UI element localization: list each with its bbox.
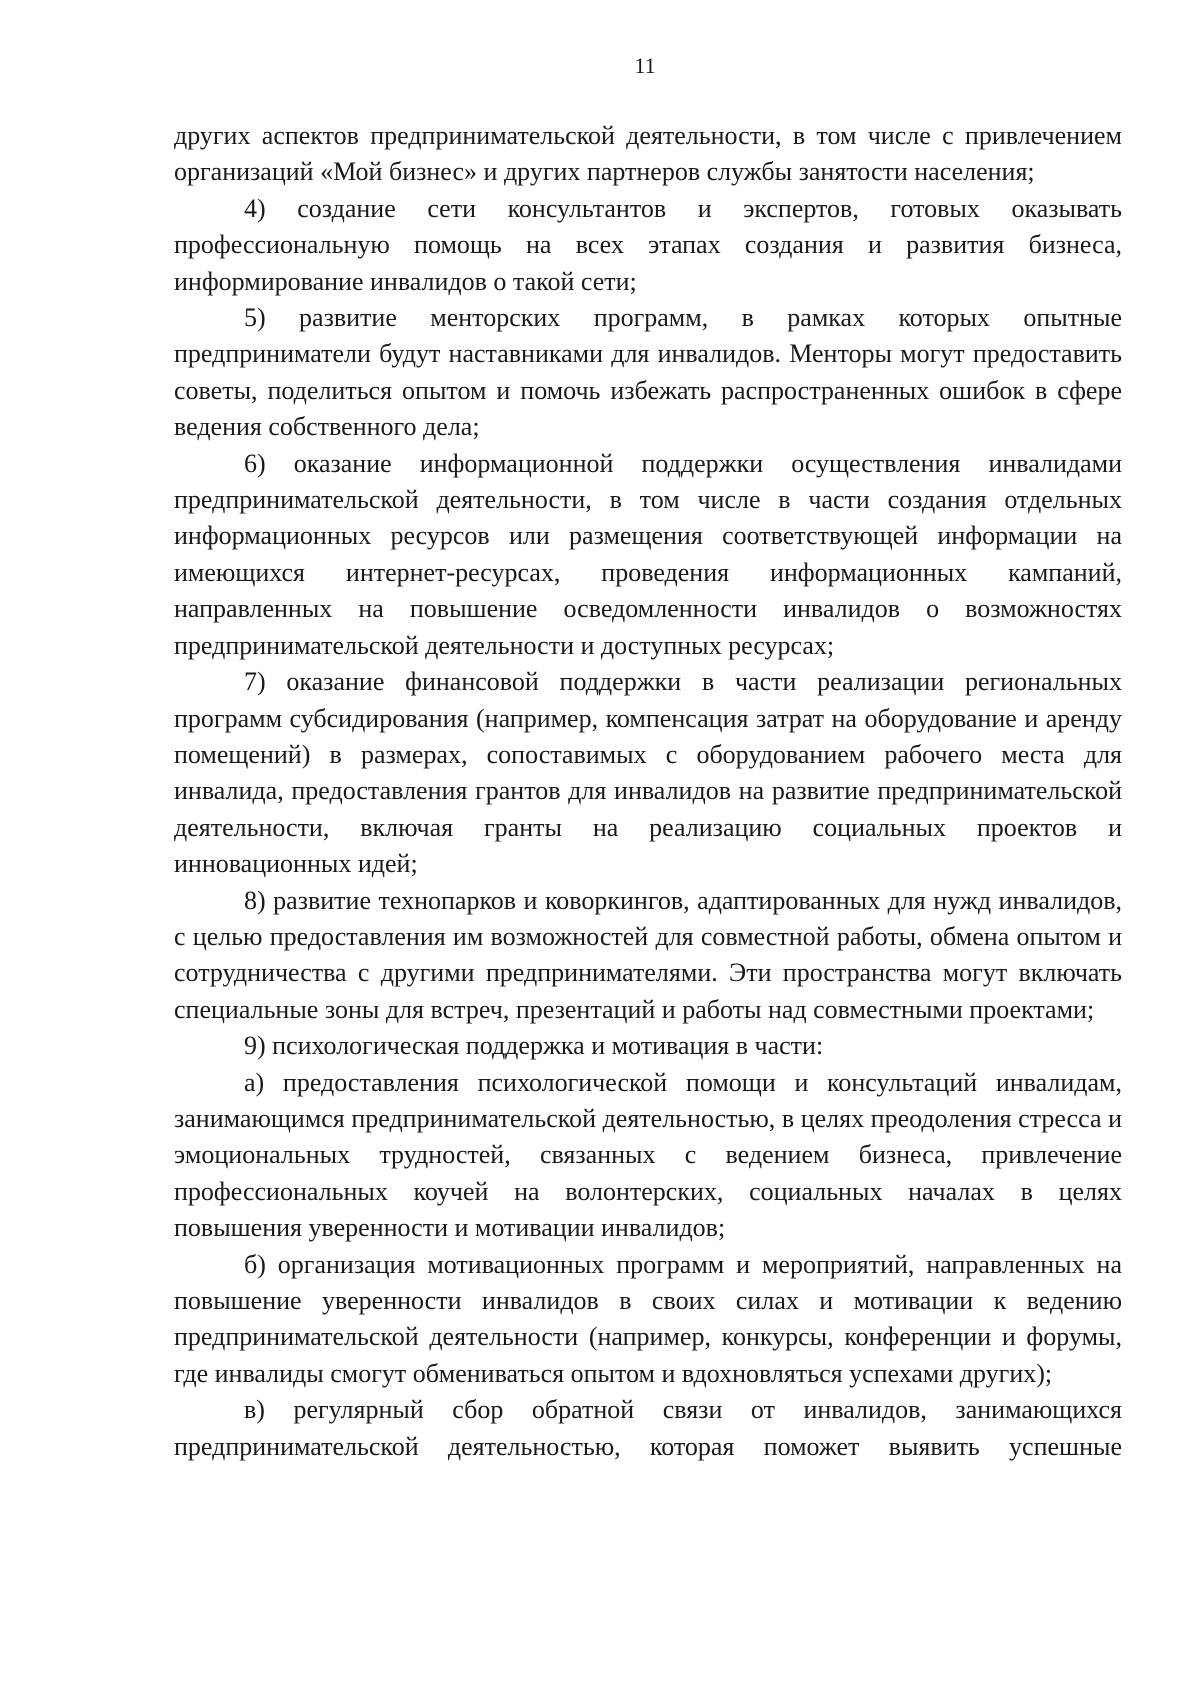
document-body [174, 118, 1122, 1465]
paragraph-item-5: 5) развитие менторских программ, в рамках которых опытные предприниматели будут наставниками для инвалидов. Менторы могут предоставить советы, поделиться опытом и помочь избежать распространенных ошибок в сфере ведения собственного дела; [174, 303, 1122, 442]
paragraph-continued: других аспектов предпринимательской деятельности, в том числе с привлечением организаций «Мой бизнес» и других партнеров службы занятости населения; [174, 121, 1122, 187]
paragraph-item-6: 6) оказание информационной поддержки осуществления инвалидами предпринимательской деятельности, в том числе в части создания отдельных информационных ресурсов или размещения соответствующей информации на имеющихся интернет-ресурсах, проведения информационных кампаний, направленных на повышение осведомленности инвалидов о возможностях предпринимательской деятельности и доступных ресурсах; [174, 448, 1122, 660]
paragraph-item-8: 8) развитие технопарков и коворкингов, адаптированных для нужд инвалидов, с целью предоставления им возможностей для совместной работы, обмена опытом и сотрудничества с другими предпринимателями. Эти пространства могут включать специальные зоны для встреч, презентаций и работы над совместными проектами; [174, 885, 1122, 1024]
page-number: 11 [634, 53, 656, 78]
paragraph-subitem-a: а) предоставления психологической помощи и консультаций инвалидам, занимающимся предпринимательской деятельностью, в целях преодоления стресса и эмоциональных трудностей, связанных с ведением бизнеса, привлечение профессиональных коучей на волонтерских, социальных началах в целях повышения уверенности и мотивации инвалидов; [174, 1067, 1122, 1243]
paragraph-subitem-v: в) регулярный сбор обратной связи от инвалидов, занимающихся предпринимательской деятельностью, которая поможет выявить успешные [174, 1395, 1122, 1461]
paragraph-item-9: 9) психологическая поддержка и мотивация в части: [244, 1031, 824, 1061]
paragraph-item-4: 4) создание сети консультантов и экспертов, готовых оказывать профессиональную помощь на всех этапах создания и развития бизнеса, информирование инвалидов о такой сети; [174, 193, 1122, 296]
paragraph-subitem-b: б) организация мотивационных программ и мероприятий, направленных на повышение уверенности инвалидов в своих силах и мотивации к ведению предпринимательской деятельности (например, конкурсы, конференции и форумы, где инвалиды смогут обмениваться опытом и вдохновляться успехами других); [174, 1249, 1122, 1388]
paragraph-item-7: 7) оказание финансовой поддержки в части реализации региональных программ субсидирования (например, компенсация затрат на оборудование и аренду помещений) в размерах, сопоставимых с оборудованием рабочего места для инвалида, предоставления грантов для инвалидов на развитие предпринимательской деятельности, включая гранты на реализацию социальных проектов и инновационных идей; [174, 667, 1122, 879]
